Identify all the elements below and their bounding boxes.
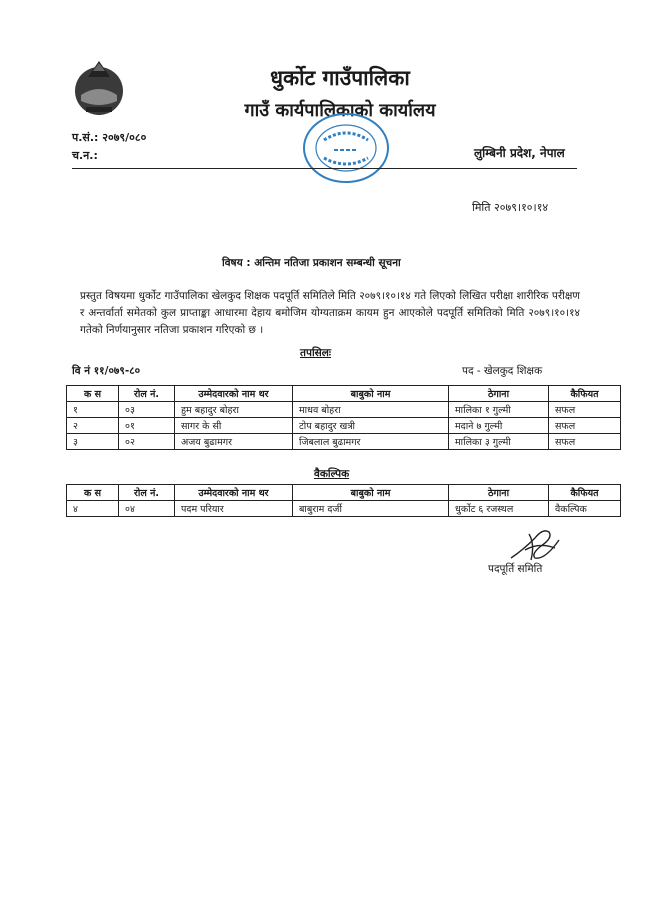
advertisement-number: वि नं ११/०७९-८० xyxy=(72,365,141,377)
official-stamp-icon xyxy=(300,110,392,186)
reference-number: प.सं.: २०७९/०८० xyxy=(72,131,147,144)
table-cell: ३ xyxy=(67,434,119,450)
column-header: बाबुको नाम xyxy=(293,485,449,501)
table-cell: ४ xyxy=(67,501,119,517)
table-header-row xyxy=(67,386,621,402)
column-header: बाबुको नाम xyxy=(293,386,449,402)
table-cell: ०२ xyxy=(119,434,175,450)
signature-icon xyxy=(505,520,565,568)
committee-label: पदपूर्ति समिति xyxy=(488,563,543,575)
table-cell: १ xyxy=(67,402,119,418)
table-cell: सफल xyxy=(549,434,621,450)
table-cell: पदम परियार xyxy=(175,501,293,517)
nepal-emblem-icon xyxy=(66,55,132,121)
letter-subject: विषय : अन्तिम नतिजा प्रकाशन सम्बन्धी सूचना xyxy=(222,257,401,269)
table-row xyxy=(67,418,621,434)
column-header: कैफियत xyxy=(549,386,621,402)
alternate-heading: वैकल्पिक xyxy=(314,468,350,480)
letter-date: मिति २०७९।१०।१४ xyxy=(472,201,549,214)
alternate-table xyxy=(66,484,621,517)
table-row xyxy=(67,434,621,450)
details-heading: तपसिलः xyxy=(300,347,332,359)
table-cell: ०४ xyxy=(119,501,175,517)
table-cell: बाबुराम दर्जी xyxy=(293,501,449,517)
header-divider xyxy=(72,168,577,169)
municipality-title: धुर्कोट गाउँपालिका xyxy=(270,66,410,90)
column-header: क स xyxy=(67,485,119,501)
table-cell: जिबलाल बुढामगर xyxy=(293,434,449,450)
column-header: कैफियत xyxy=(549,485,621,501)
table-row xyxy=(67,501,621,517)
table-cell: सफल xyxy=(549,418,621,434)
column-header: क स xyxy=(67,386,119,402)
table-cell: टोप बहादुर खत्री xyxy=(293,418,449,434)
column-header: रोल नं. xyxy=(119,386,175,402)
table-cell: सागर के सी xyxy=(175,418,293,434)
table-row xyxy=(67,402,621,418)
office-subtitle: गाउँ कार्यपालिकाको कार्यालय xyxy=(244,100,436,121)
column-header: उम्मेदवारको नाम थर xyxy=(175,485,293,501)
column-header: रोल नं. xyxy=(119,485,175,501)
table-cell: मदाने ७ गुल्मी xyxy=(449,418,549,434)
province-location: लुम्बिनी प्रदेश, नेपाल xyxy=(474,146,565,160)
dispatch-number: च.न.: xyxy=(72,149,98,162)
column-header: ठेगाना xyxy=(449,485,549,501)
table-cell: सफल xyxy=(549,402,621,418)
table-cell: ०१ xyxy=(119,418,175,434)
column-header: ठेगाना xyxy=(449,386,549,402)
column-header: उम्मेदवारको नाम थर xyxy=(175,386,293,402)
table-header-row xyxy=(67,485,621,501)
table-cell: २ xyxy=(67,418,119,434)
table-cell: ०३ xyxy=(119,402,175,418)
table-cell: माधव बोहरा xyxy=(293,402,449,418)
post-name: पद - खेलकुद शिक्षक xyxy=(462,365,543,377)
table-cell: अजय बुढामगर xyxy=(175,434,293,450)
table-cell: मालिका ३ गुल्मी xyxy=(449,434,549,450)
results-table xyxy=(66,385,621,450)
table-cell: मालिका १ गुल्मी xyxy=(449,402,549,418)
table-cell: हुम बहादुर बोहरा xyxy=(175,402,293,418)
table-cell: वैकल्पिक xyxy=(549,501,621,517)
table-cell: धुर्कोट ६ रजस्थल xyxy=(449,501,549,517)
letter-body: प्रस्तुत विषयमा धुर्कोट गाउँपालिका खेलकुद शिक्षक पदपूर्ति समितिले मिति २०७९।१०।१४ गते लिएको लिखित परीक्षा शारीरिक परीक्षण र अन्तर्वार्ता समेतको कुल प्राप्ताङ्का आधारमा देहाय बमोजिम योग्यताक्रम कायम हुन आएकोले पदपूर्ति समितिको मिति २०७९।१०।१४ गतेको निर्णयानुसार नतिजा प्रकाशन गरिएको छ । xyxy=(80,290,580,336)
